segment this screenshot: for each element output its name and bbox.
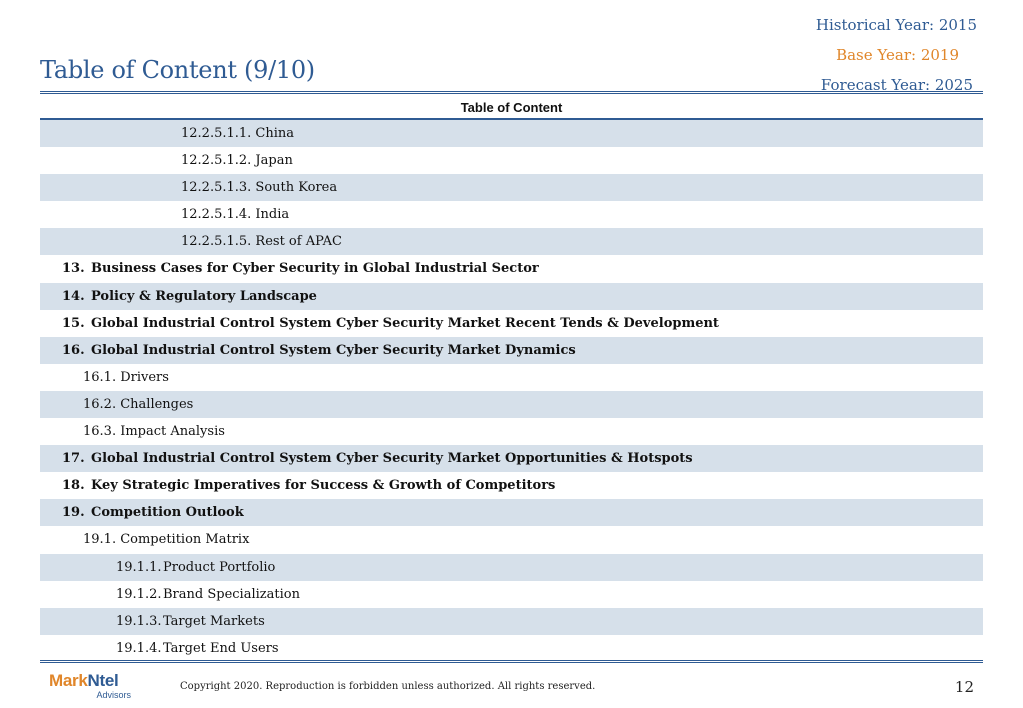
toc-row-number: 14.	[62, 288, 85, 304]
toc-row	[40, 581, 983, 608]
company-logo	[49, 672, 139, 704]
toc-row	[40, 635, 983, 662]
toc-row	[40, 499, 983, 526]
page-title: Table of Content (9/10)	[40, 56, 315, 84]
toc-row-text: Global Industrial Control System Cyber Security Market Recent Tends & Development	[91, 315, 719, 331]
toc-row-text: Key Strategic Imperatives for Success & Growth of Competitors	[91, 478, 556, 494]
toc-row-text: 19.1. Competition Matrix	[83, 532, 250, 548]
toc-row-number: 19.1.2.	[116, 586, 162, 602]
toc-row-text: 12.2.5.1.1. China	[181, 126, 295, 141]
year-info	[816, 10, 977, 100]
toc-row-text: 12.2.5.1.2. Japan	[181, 153, 293, 169]
toc-row-text: Brand Specialization	[163, 586, 300, 602]
toc-row-text: Policy & Regulatory Landscape	[91, 288, 317, 304]
historical-year: Historical Year: 2015	[815, 16, 977, 34]
toc-row-number: 17.	[62, 451, 85, 467]
forecast-year: Forecast Year: 2025	[820, 76, 973, 94]
toc-row-text: 16.3. Impact Analysis	[83, 424, 225, 440]
toc-row-number: 13.	[62, 261, 85, 277]
toc-row	[40, 472, 983, 499]
toc-row-text: Target Markets	[163, 613, 265, 629]
toc-row	[40, 255, 983, 282]
toc-row-text: 16.1. Drivers	[83, 369, 169, 385]
toc-row	[40, 364, 983, 391]
toc-row-number: 19.1.4.	[116, 640, 162, 656]
toc-row-text: Global Industrial Control System Cyber Security Market Dynamics	[91, 342, 576, 358]
toc-row	[40, 554, 983, 581]
toc-row-text: 12.2.5.1.3. South Korea	[181, 180, 338, 196]
toc-row	[40, 608, 983, 635]
toc-row-number: 18.	[62, 478, 85, 494]
logo-part-ntel: Ntel	[87, 671, 119, 690]
toc-row-text: Global Industrial Control System Cyber Security Market Opportunities & Hotspots	[91, 451, 693, 467]
base-year: Base Year: 2019	[836, 46, 959, 64]
toc-row	[40, 120, 983, 147]
toc-row-text: Target End Users	[163, 640, 279, 656]
toc-row-text: Business Cases for Cyber Security in Global Industrial Sector	[91, 261, 539, 277]
logo-part-mark: Mark	[49, 671, 88, 690]
toc-row-text: 12.2.5.1.5. Rest of APAC	[181, 234, 342, 250]
toc-header: Table of Content	[40, 96, 983, 120]
toc-row-number: 19.1.3.	[116, 613, 162, 629]
toc-row-text: Product Portfolio	[163, 559, 276, 575]
toc-row	[40, 526, 983, 553]
toc-row-number: 16.	[62, 342, 85, 358]
toc-table	[40, 96, 983, 662]
toc-row-text: 12.2.5.1.4. India	[181, 207, 290, 223]
toc-row	[40, 445, 983, 472]
copyright-notice: Copyright 2020. Reproduction is forbidden unless authorized. All rights reserved.	[180, 681, 596, 692]
toc-row-number: 19.	[62, 505, 85, 521]
toc-row-text: 16.2. Challenges	[83, 396, 194, 412]
page-number: 12	[954, 678, 974, 696]
toc-row	[40, 174, 983, 201]
logo-wordmark	[49, 672, 139, 690]
toc-row	[40, 147, 983, 174]
toc-row	[40, 201, 983, 228]
toc-row	[40, 310, 983, 337]
toc-row	[40, 228, 983, 255]
toc-row-number: 19.1.1.	[116, 559, 162, 575]
toc-row	[40, 283, 983, 310]
toc-row-text: Competition Outlook	[91, 505, 244, 521]
logo-subtitle: Advisors	[96, 690, 131, 700]
title-divider	[40, 91, 983, 94]
toc-row	[40, 391, 983, 418]
toc-row	[40, 337, 983, 364]
footer-divider	[40, 660, 983, 663]
toc-row	[40, 418, 983, 445]
toc-row-number: 15.	[62, 315, 85, 331]
